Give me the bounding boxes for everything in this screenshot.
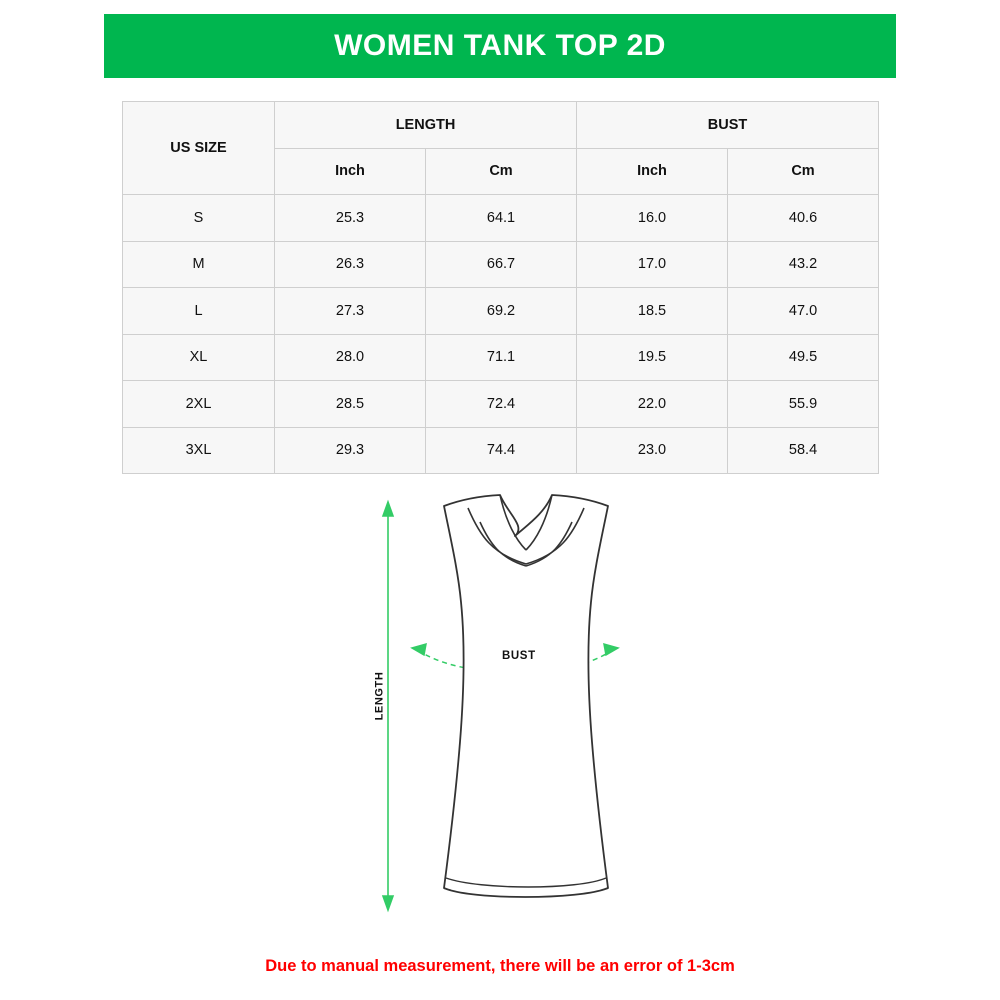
cell-size: S	[123, 195, 275, 242]
cell-bust-inch: 16.0	[577, 195, 728, 242]
garment-diagram	[340, 492, 670, 922]
bust-label: BUST	[502, 650, 536, 662]
table-row	[123, 334, 879, 381]
cell-bust-cm: 49.5	[728, 334, 879, 381]
table-header-groups	[123, 102, 879, 149]
cell-bust-inch: 17.0	[577, 241, 728, 288]
cell-length-inch: 28.5	[275, 381, 426, 428]
header-unit-bust-inch: Inch	[577, 148, 728, 195]
cell-length-cm: 66.7	[426, 241, 577, 288]
cell-length-inch: 26.3	[275, 241, 426, 288]
table-row	[123, 381, 879, 428]
header-bust: BUST	[577, 102, 879, 149]
cell-size: XL	[123, 334, 275, 381]
length-label: LENGTH	[373, 671, 386, 721]
cell-bust-cm: 55.9	[728, 381, 879, 428]
garment-outline	[444, 495, 608, 897]
cell-bust-cm: 47.0	[728, 288, 879, 335]
cell-length-inch: 28.0	[275, 334, 426, 381]
cell-length-inch: 27.3	[275, 288, 426, 335]
cell-bust-cm: 40.6	[728, 195, 879, 242]
table-row	[123, 195, 879, 242]
cell-length-cm: 72.4	[426, 381, 577, 428]
header-us-size: US SIZE	[123, 102, 275, 195]
measurement-disclaimer: Due to manual measurement, there will be an error of 1-3cm	[265, 957, 735, 975]
cell-bust-inch: 22.0	[577, 381, 728, 428]
cell-size: M	[123, 241, 275, 288]
cell-bust-cm: 43.2	[728, 241, 879, 288]
cell-length-cm: 64.1	[426, 195, 577, 242]
header-unit-length-inch: Inch	[275, 148, 426, 195]
cell-length-cm: 69.2	[426, 288, 577, 335]
cell-length-inch: 25.3	[275, 195, 426, 242]
tank-top-illustration	[340, 492, 670, 922]
cell-size: 3XL	[123, 427, 275, 474]
cell-size: 2XL	[123, 381, 275, 428]
header-banner	[104, 14, 896, 78]
cell-length-inch: 29.3	[275, 427, 426, 474]
cell-length-cm: 71.1	[426, 334, 577, 381]
header-unit-bust-cm: Cm	[728, 148, 879, 195]
header-length: LENGTH	[275, 102, 577, 149]
table-row	[123, 241, 879, 288]
size-table	[122, 101, 879, 474]
page-title: WOMEN TANK TOP 2D	[334, 29, 666, 62]
cell-length-cm: 74.4	[426, 427, 577, 474]
cell-bust-inch: 18.5	[577, 288, 728, 335]
cell-bust-cm: 58.4	[728, 427, 879, 474]
table-row	[123, 288, 879, 335]
cell-size: L	[123, 288, 275, 335]
cell-bust-inch: 23.0	[577, 427, 728, 474]
header-unit-length-cm: Cm	[426, 148, 577, 195]
size-table-container	[122, 101, 878, 474]
table-row	[123, 427, 879, 474]
cell-bust-inch: 19.5	[577, 334, 728, 381]
